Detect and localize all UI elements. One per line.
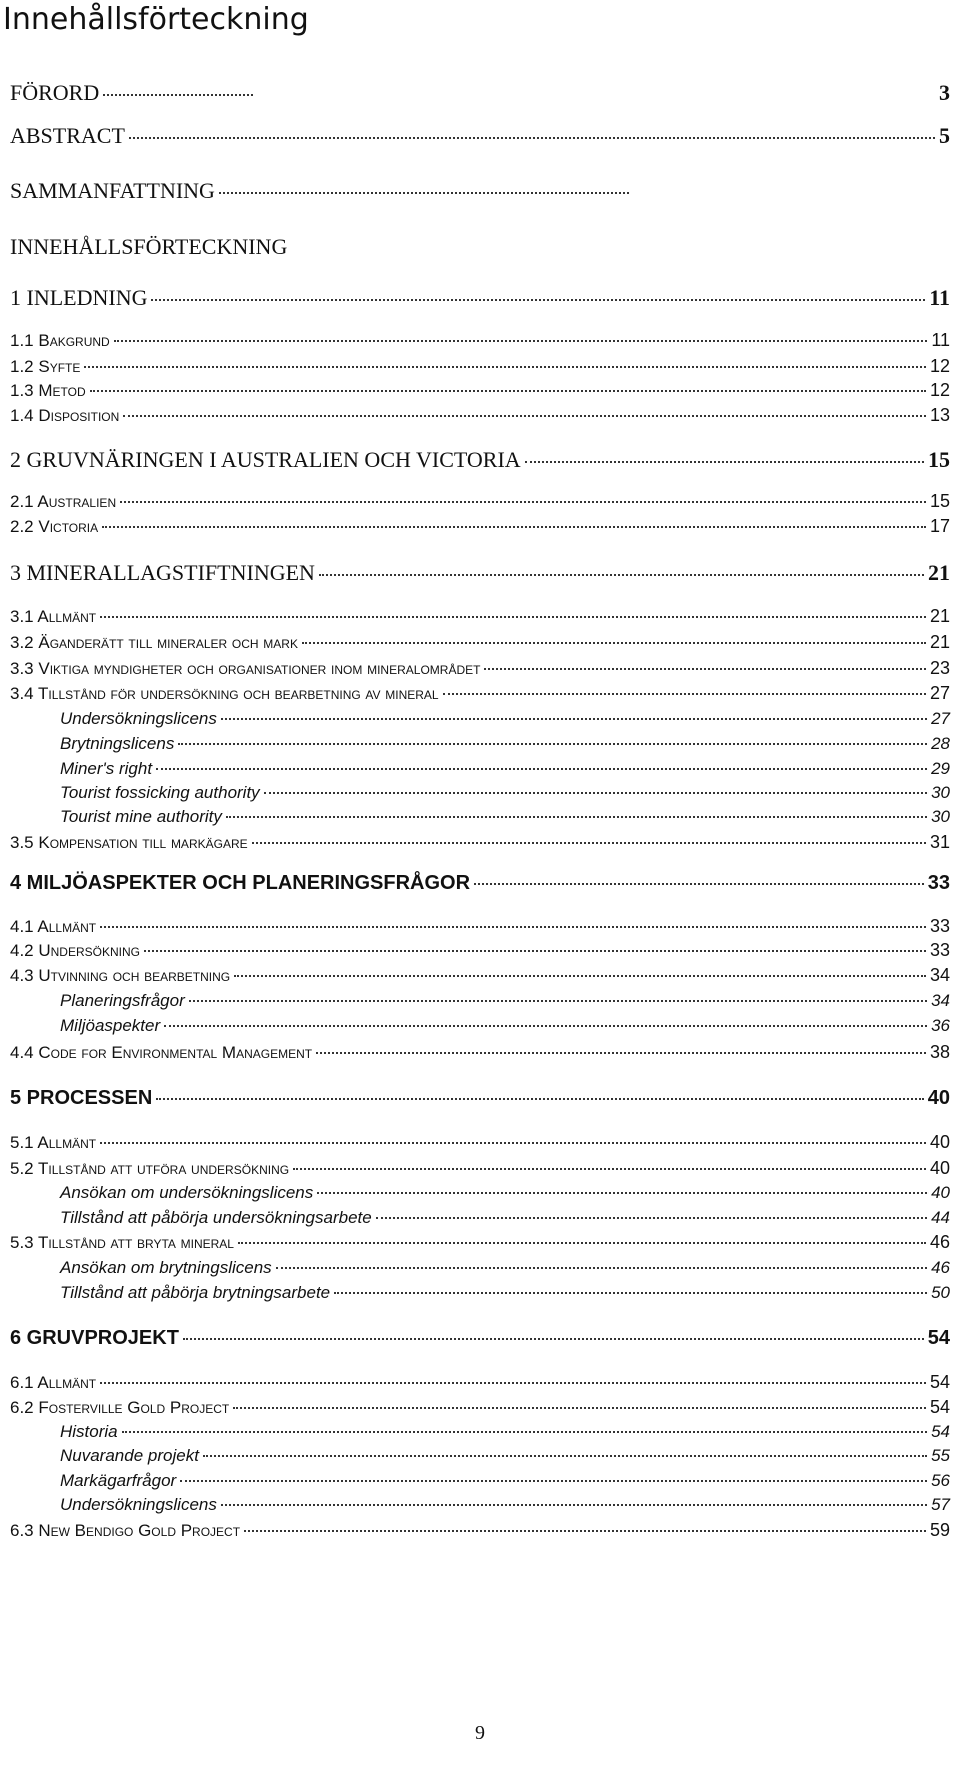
- toc-dot-leader: [474, 883, 924, 885]
- toc-entry-title: 4.4 Code for Environmental Management: [10, 1043, 313, 1062]
- toc-entry-page: 5: [939, 123, 950, 148]
- toc-entry-page: 21: [928, 560, 950, 585]
- toc-entry: [60, 1208, 950, 1228]
- toc-entry: [60, 1016, 950, 1036]
- toc-entry-page: 46: [929, 1232, 950, 1252]
- toc-entry: [10, 832, 950, 853]
- toc-entry-title: 5 PROCESSEN: [10, 1087, 153, 1109]
- toc-dot-leader: [293, 1168, 926, 1170]
- toc-dot-leader: [100, 1382, 926, 1384]
- toc-entry: [10, 683, 950, 704]
- toc-entry: [10, 1042, 950, 1063]
- toc-entry-title: 2.2 Victoria: [10, 517, 99, 536]
- toc-entry-title: Tourist fossicking authority: [60, 783, 260, 802]
- toc-dot-leader: [316, 1052, 926, 1054]
- toc-dot-leader: [100, 1142, 926, 1144]
- toc-dot-leader: [156, 768, 927, 770]
- toc-entry-page: 33: [927, 872, 950, 894]
- toc-entry: [10, 632, 950, 653]
- toc-entry-title: Nuvarande projekt: [60, 1446, 199, 1465]
- toc-entry-page: 23: [929, 658, 950, 678]
- toc-entry-page: 12: [929, 356, 950, 376]
- toc-dot-leader: [203, 1455, 927, 1457]
- toc-dot-leader: [233, 1407, 926, 1409]
- toc-entry-page: 11: [929, 285, 950, 310]
- toc-entry-title: 3 MINERALLAGSTIFTNINGEN: [10, 560, 315, 585]
- toc-entry-title: Tourist mine authority: [60, 807, 222, 826]
- toc-entry: [60, 1183, 950, 1203]
- toc-dot-leader: [334, 1292, 927, 1294]
- toc-entry-page: 31: [929, 832, 950, 852]
- toc-dot-leader: [183, 1338, 924, 1340]
- toc-entry: [60, 1446, 950, 1466]
- toc-entry-title: 6.2 Fosterville Gold Project: [10, 1398, 230, 1417]
- toc-dot-leader: [252, 842, 926, 844]
- toc-entry-title: ABSTRACT: [10, 123, 125, 148]
- toc-entry-title: 6.3 New Bendigo Gold Project: [10, 1521, 241, 1540]
- toc-entry-title: 1.1 Bakgrund: [10, 331, 110, 350]
- toc-entry-page: 11: [931, 330, 950, 350]
- toc-entry: [10, 123, 950, 149]
- toc-entry: [10, 178, 950, 204]
- toc-entry: [10, 405, 950, 426]
- toc-entry-title: 3.5 Kompensation till markägare: [10, 833, 248, 852]
- toc-dot-leader: [151, 299, 925, 301]
- toc-entry: [10, 447, 950, 473]
- toc-entry-page: 54: [929, 1372, 950, 1392]
- toc-dot-leader: [264, 792, 927, 794]
- toc-entry-page: 46: [931, 1258, 950, 1277]
- toc-entry: [60, 1422, 950, 1442]
- toc-dot-leader: [164, 1025, 927, 1027]
- toc-entry-title: Brytningslicens: [60, 734, 175, 753]
- toc-entry-page: 34: [931, 991, 950, 1010]
- toc-entry: [10, 516, 950, 537]
- toc-entry-title: 4.3 Utvinning och bearbetning: [10, 966, 231, 985]
- toc-entry: [60, 783, 950, 803]
- toc-entry: [10, 1372, 950, 1393]
- toc-entry-page: 13: [929, 405, 950, 425]
- toc-dot-leader: [103, 94, 253, 96]
- toc-dot-leader: [221, 718, 927, 720]
- toc-entry-page: 44: [931, 1208, 950, 1227]
- toc-entry: [10, 1158, 950, 1179]
- toc-entry: [10, 606, 950, 627]
- toc-entry-title: INNEHÅLLSFÖRTECKNING: [10, 234, 288, 259]
- toc-entry-title: 5.1 Allmänt: [10, 1133, 97, 1152]
- toc-entry-title: 3.1 Allmänt: [10, 607, 97, 626]
- toc-dot-leader: [443, 693, 926, 695]
- toc-entry: [10, 491, 950, 512]
- toc-entry-title: FÖRORD: [10, 80, 100, 105]
- toc-dot-leader: [156, 1098, 923, 1100]
- toc-entry-title: Tillstånd att påbörja brytningsarbete: [60, 1283, 331, 1302]
- toc-entry-page: 27: [931, 709, 950, 728]
- toc-entry-page: 34: [929, 965, 950, 985]
- toc-entry: [60, 1283, 950, 1303]
- toc-entry-title: 3.4 Tillstånd för undersökning och bearbetning av mineral: [10, 684, 439, 703]
- toc-entry-page: 21: [929, 632, 950, 652]
- toc-entry: [60, 807, 950, 827]
- toc-dot-leader: [238, 1242, 926, 1244]
- toc-entry-title: Historia: [60, 1422, 118, 1441]
- toc-entry: [10, 234, 950, 260]
- toc-entry-page: 30: [931, 807, 950, 826]
- page-number: 9: [475, 1722, 485, 1744]
- toc-dot-leader: [180, 1480, 927, 1482]
- toc-entry-title: SAMMANFATTNING: [10, 178, 215, 203]
- toc-dot-leader: [219, 192, 629, 194]
- toc-entry-title: 1.3 Metod: [10, 381, 86, 400]
- toc-entry: [10, 330, 950, 351]
- toc-entry-page: 50: [931, 1283, 950, 1302]
- toc-entry-page: 36: [931, 1016, 950, 1035]
- toc-entry: [10, 1132, 950, 1153]
- toc-entry-title: Miner's right: [60, 759, 153, 778]
- toc-entry-page: 3: [939, 80, 950, 105]
- toc-entry-title: 2.1 Australien: [10, 492, 117, 511]
- toc-entry-title: 1.2 Syfte: [10, 357, 81, 376]
- toc-entry-page: 33: [929, 940, 950, 960]
- toc-dot-leader: [317, 1192, 927, 1194]
- page-title: Innehållsförteckning: [3, 2, 309, 37]
- toc-entry-title: Undersökningslicens: [60, 709, 217, 728]
- toc-entry: [10, 658, 950, 679]
- toc-dot-leader: [302, 642, 926, 644]
- toc-entry-page: 12: [929, 380, 950, 400]
- toc-entry-title: Planeringsfrågor: [60, 991, 185, 1010]
- toc-entry: [10, 965, 950, 986]
- toc-entry-page: 55: [931, 1446, 950, 1465]
- toc-entry: [10, 940, 950, 961]
- toc-entry: [60, 709, 950, 729]
- toc-dot-leader: [90, 390, 926, 392]
- toc-dot-leader: [376, 1217, 927, 1219]
- toc-entry: [60, 991, 950, 1011]
- toc-dot-leader: [276, 1267, 927, 1269]
- toc-entry-title: 1.4 Disposition: [10, 406, 120, 425]
- toc-entry-page: 40: [929, 1132, 950, 1152]
- toc-entry-page: 15: [929, 491, 950, 511]
- toc-dot-leader: [178, 743, 927, 745]
- toc-entry-page: 40: [929, 1158, 950, 1178]
- toc-entry-page: 33: [929, 916, 950, 936]
- toc-entry-page: 30: [931, 783, 950, 802]
- toc-dot-leader: [114, 340, 928, 342]
- toc-entry: [10, 560, 950, 586]
- toc-dot-leader: [226, 816, 927, 818]
- toc-entry-page: 15: [928, 447, 950, 472]
- toc-dot-leader: [189, 1000, 927, 1002]
- toc-entry: [60, 734, 950, 754]
- toc-entry-title: Markägarfrågor: [60, 1471, 177, 1490]
- toc-entry-page: 59: [929, 1520, 950, 1540]
- toc-entry-page: 56: [931, 1471, 950, 1490]
- toc-entry-title: 4 MILJÖASPEKTER OCH PLANERINGSFRÅGOR: [10, 872, 471, 894]
- toc-entry-title: Tillstånd att påbörja undersökningsarbete: [60, 1208, 372, 1227]
- toc-entry-title: 6 GRUVPROJEKT: [10, 1327, 179, 1349]
- toc-entry-title: 5.2 Tillstånd att utföra undersökning: [10, 1159, 290, 1178]
- toc-dot-leader: [221, 1504, 927, 1506]
- toc-entry-page: 21: [929, 606, 950, 626]
- toc-entry-title: Miljöaspekter: [60, 1016, 161, 1035]
- toc-entry: [10, 380, 950, 401]
- toc-dot-leader: [84, 366, 926, 368]
- toc-entry-title: 5.3 Tillstånd att bryta mineral: [10, 1233, 234, 1252]
- toc-entry-page: 57: [931, 1495, 950, 1514]
- toc-entry: [60, 1258, 950, 1278]
- toc-dot-leader: [144, 950, 926, 952]
- toc-entry: [10, 285, 950, 311]
- toc-entry-page: 54: [931, 1422, 950, 1441]
- toc-dot-leader: [102, 526, 926, 528]
- toc-dot-leader: [100, 926, 926, 928]
- toc-entry: [60, 1495, 950, 1515]
- toc-entry-title: 3.2 Äganderätt till mineraler och mark: [10, 633, 298, 652]
- toc-entry: [10, 1397, 950, 1418]
- toc-entry: [10, 1520, 950, 1541]
- toc-entry-title: 1 INLEDNING: [10, 285, 148, 310]
- toc-entry-page: 54: [927, 1327, 950, 1349]
- toc-dot-leader: [129, 137, 935, 139]
- toc-dot-leader: [484, 668, 926, 670]
- toc-entry: [10, 356, 950, 377]
- toc-dot-leader: [120, 501, 926, 503]
- toc-dot-leader: [123, 415, 926, 417]
- toc-entry-page: 40: [927, 1087, 950, 1109]
- toc-entry-title: Undersökningslicens: [60, 1495, 217, 1514]
- toc-entry: [10, 80, 950, 106]
- toc-entry: [10, 872, 950, 895]
- toc-entry-title: 4.2 Undersökning: [10, 941, 140, 960]
- toc-entry-page: 27: [929, 683, 950, 703]
- toc-entry: [10, 1232, 950, 1253]
- toc-dot-leader: [244, 1530, 926, 1532]
- toc-entry-title: 2 GRUVNÄRINGEN I AUSTRALIEN OCH VICTORIA: [10, 447, 521, 472]
- toc-entry: [60, 1471, 950, 1491]
- toc-entry: [10, 1087, 950, 1110]
- toc-entry-page: 40: [931, 1183, 950, 1202]
- toc-dot-leader: [319, 574, 924, 576]
- toc-dot-leader: [100, 616, 926, 618]
- toc-entry-page: 28: [931, 734, 950, 753]
- toc-dot-leader: [122, 1431, 927, 1433]
- toc-entry-page: 38: [929, 1042, 950, 1062]
- toc-entry-title: Ansökan om brytningslicens: [60, 1258, 272, 1277]
- toc-entry-title: 4.1 Allmänt: [10, 917, 97, 936]
- toc-entry-page: 17: [929, 516, 950, 536]
- toc-entry-page: 29: [931, 759, 950, 778]
- toc-entry-title: 3.3 Viktiga myndigheter och organisationer inom mineralområdet: [10, 659, 481, 678]
- toc-entry: [10, 1327, 950, 1350]
- toc-dot-leader: [525, 461, 924, 463]
- toc-entry-title: Ansökan om undersökningslicens: [60, 1183, 314, 1202]
- toc-dot-leader: [234, 975, 926, 977]
- toc-entry: [60, 759, 950, 779]
- toc-entry-page: 54: [929, 1397, 950, 1417]
- toc-entry-title: 6.1 Allmänt: [10, 1373, 97, 1392]
- toc-entry: [10, 916, 950, 937]
